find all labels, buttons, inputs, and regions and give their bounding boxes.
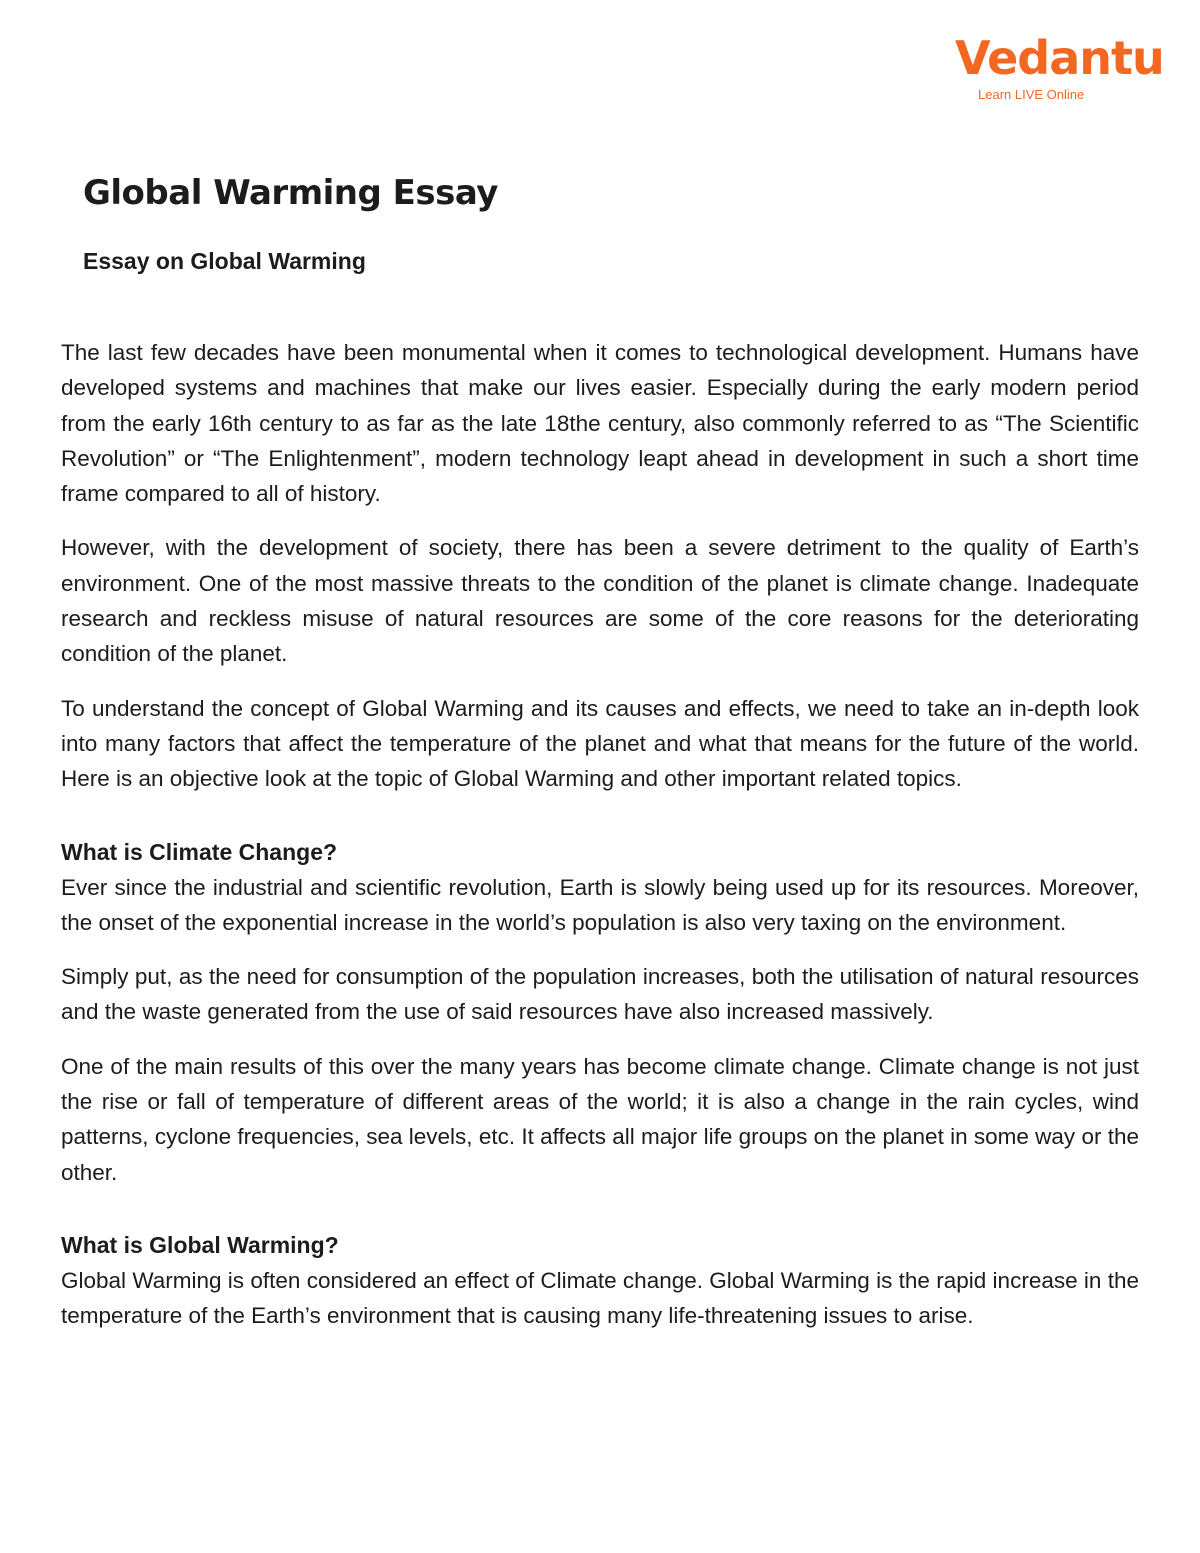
logo-wordmark: Vedantu — [955, 31, 1164, 85]
document-subtitle: Essay on Global Warming — [83, 248, 366, 274]
logo-tagline: Learn LIVE Online — [978, 87, 1085, 102]
document-title: Global Warming Essay — [83, 173, 498, 213]
climate-change-paragraph-1: Ever since the industrial and scientific revolution, Earth is slowly being used up for its resources. Moreover, the onset of the exponential increase in the world’s population is also very taxing on the environment. — [61, 874, 1139, 935]
global-warming-paragraph-1: Global Warming is often considered an effect of Climate change. Global Warming is the rapid increase in the temperature of the Earth’s environment that is causing many life-threatening issues to arise. — [61, 1267, 1139, 1329]
intro-paragraph-1: The last few decades have been monumental when it comes to technological development. Humans have developed systems and machines that make our lives easier. Especially during the early modern period from the early 16th century to as far as the late 18the century, also commonly referred to as “The Scientific Revolution” or “The Enlightenment”, modern technology leapt ahead in development in such a short time frame compared to all of history. — [61, 340, 1139, 507]
document-body — [61, 168, 1139, 1334]
section-heading-climate-change: What is Climate Change? — [61, 838, 338, 865]
section-heading-global-warming: What is Global Warming? — [61, 1231, 339, 1258]
vedantu-logo — [955, 30, 1164, 110]
climate-change-paragraph-2: Simply put, as the need for consumption of the population increases, both the utilisation of natural resources and the waste generated from the use of said resources have also increased massively. — [61, 964, 1139, 1025]
intro-paragraph-2: However, with the development of society, there has been a severe detriment to the quality of Earth’s environment. One of the most massive threats to the condition of the planet is climate change. Inadequate research and reckless misuse of natural resources are some of the core reasons for the deteriorating condition of the planet. — [61, 535, 1139, 667]
climate-change-paragraph-3: One of the main results of this over the many years has become climate change. Climate change is not just the rise or fall of temperature of different areas of the world; it is also a change in the rain cycles, wind patterns, cyclone frequencies, sea levels, etc. It affects all major life groups on the planet in some way or the other. — [61, 1053, 1139, 1185]
intro-paragraph-3: To understand the concept of Global Warming and its causes and effects, we need to take an in-depth look into many factors that affect the temperature of the planet and what that means for the future of the world. Here is an objective look at the topic of Global Warming and other important related topics. — [61, 695, 1139, 792]
